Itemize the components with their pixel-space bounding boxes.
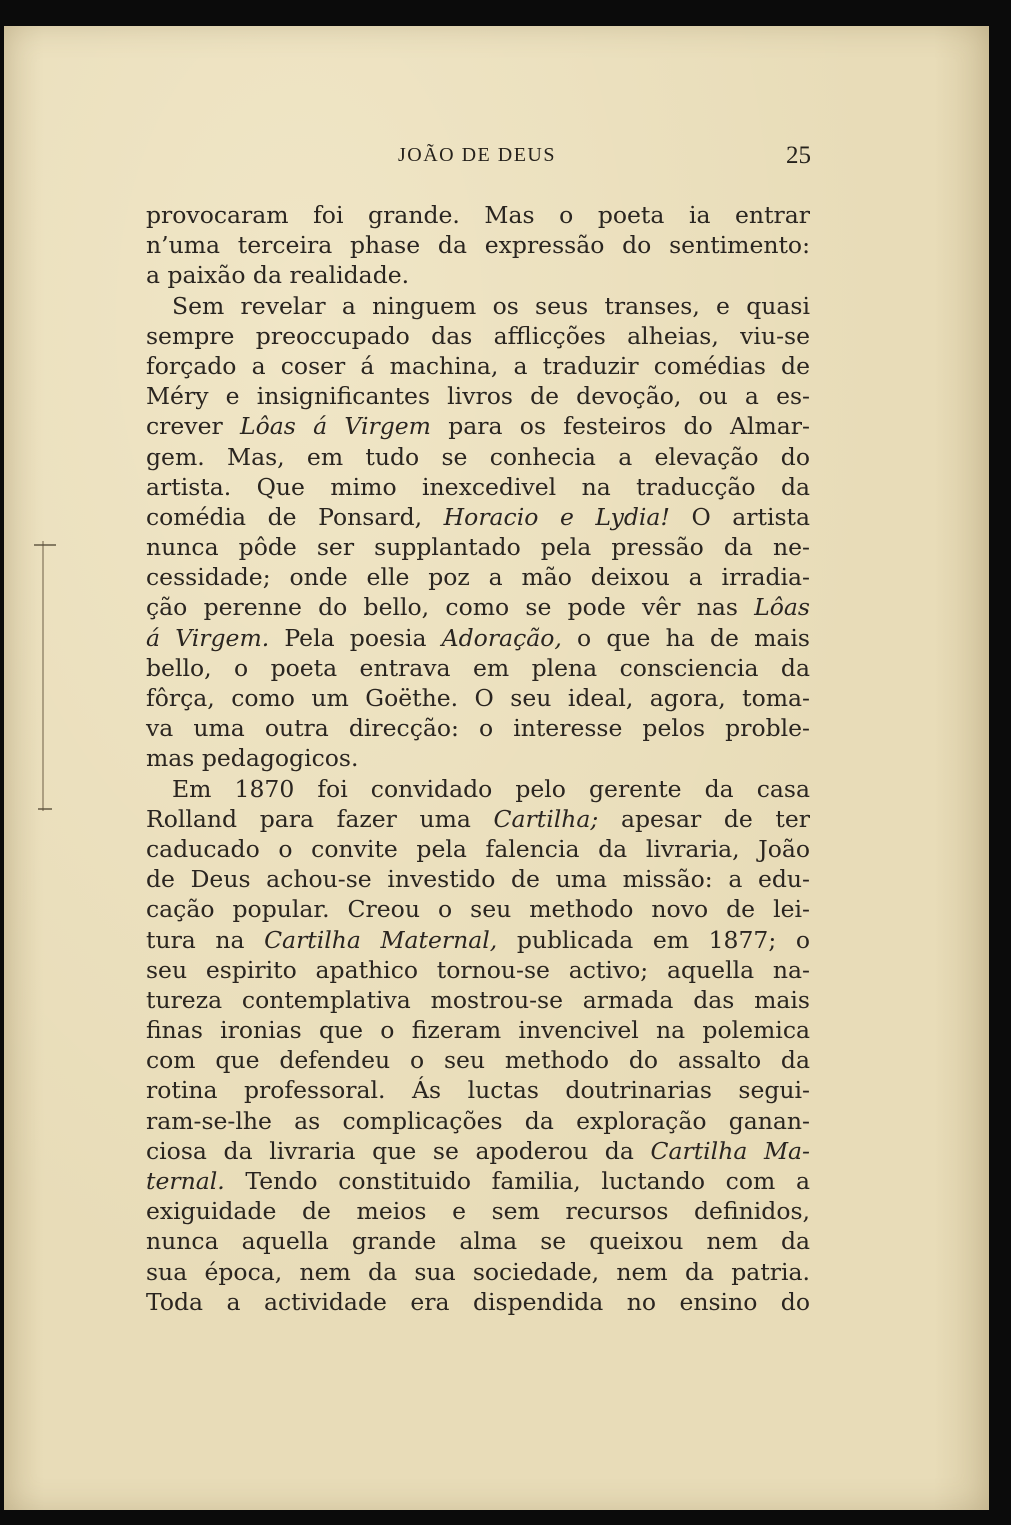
binding-tick bbox=[34, 544, 56, 546]
text-line: Em 1870 foi convidado pelo gerente da casa bbox=[172, 774, 810, 803]
text-line: provocaram foi grande. Mas o poeta ia entrar bbox=[146, 201, 810, 229]
text-line: sua época, nem da sua sociedade, nem da patria. bbox=[146, 1257, 810, 1286]
italic-title: Cartilha Maternal, bbox=[264, 925, 498, 954]
text-line: exiguidade de meios e sem recursos definidos, bbox=[146, 1197, 810, 1226]
text-line: ternal. Tendo constituido familia, luctando com a bbox=[146, 1167, 810, 1195]
text-line: mas pedagogicos. bbox=[146, 744, 359, 773]
page-number: 25 bbox=[786, 142, 811, 169]
text-line: fôrça, como um Goëthe. O seu ideal, agora, toma- bbox=[146, 684, 810, 712]
text-line: ram-se-lhe as complicações da exploração ganan- bbox=[146, 1106, 810, 1135]
running-head-title: JOÃO DE DEUS bbox=[398, 144, 556, 166]
text-line: com que defendeu o seu methodo do assalto da bbox=[146, 1046, 810, 1075]
text-line: Toda a actividade era dispendida no ensino do bbox=[146, 1287, 810, 1316]
italic-title: ternal. bbox=[146, 1167, 225, 1195]
text-line: Rolland para fazer uma Cartilha; apesar de ter bbox=[146, 804, 810, 833]
body-text bbox=[146, 200, 810, 1317]
text-line: bello, o poeta entrava em plena consciencia da bbox=[146, 653, 810, 682]
text-line: cação popular. Creou o seu methodo novo de lei- bbox=[146, 895, 810, 924]
text-line: va uma outra direcção: o interesse pelos proble- bbox=[146, 714, 810, 743]
text-line: caducado o convite pela falencia da livraria, João bbox=[146, 834, 810, 863]
text-line: de Deus achou-se investido de uma missão: a edu- bbox=[146, 865, 810, 894]
text-line: tureza contemplativa mostrou-se armada das mais bbox=[146, 985, 810, 1014]
text-line: cessidade; onde elle poz a mão deixou a irradia- bbox=[146, 563, 810, 592]
text-line: a paixão da realidade. bbox=[146, 261, 410, 290]
italic-title: Horacio e Lydia! bbox=[443, 502, 670, 531]
text-line: sempre preoccupado das afflicções alheias, viu-se bbox=[146, 321, 810, 350]
text-line: ção perenne do bello, como se pode vêr nas Lôas bbox=[146, 593, 810, 622]
text-line: finas ironias que o fizeram invencivel na polemica bbox=[146, 1016, 810, 1045]
binding-mark bbox=[42, 541, 50, 811]
text-line: rotina professoral. Ás luctas doutrinarias segui- bbox=[146, 1076, 810, 1105]
binding-tick bbox=[38, 808, 52, 810]
text-line: n’uma terceira phase da expressão do sentimento: bbox=[146, 231, 810, 260]
text-line: á Virgem. Pela poesia Adoração, o que ha de mais bbox=[146, 623, 810, 652]
italic-title: Lôas bbox=[754, 593, 810, 622]
text-line: crever Lôas á Virgem para os festeiros do Almar- bbox=[146, 412, 810, 441]
text-line: artista. Que mimo inexcedivel na traducção da bbox=[146, 472, 810, 501]
italic-title: Cartilha; bbox=[493, 804, 599, 833]
text-line: nunca aquella grande alma se queixou nem da bbox=[146, 1227, 810, 1256]
italic-title: Adoração, bbox=[441, 623, 562, 652]
text-line: Méry e insignificantes livros de devoção, ou a es- bbox=[146, 382, 810, 411]
italic-title: Lôas á Virgem bbox=[240, 412, 431, 441]
text-line: tura na Cartilha Maternal, publicada em 1877; o bbox=[146, 925, 810, 954]
text-line: Sem revelar a ninguem os seus transes, e quasi bbox=[172, 291, 810, 320]
text-line: comédia de Ponsard, Horacio e Lydia! O artista bbox=[146, 502, 811, 531]
italic-title: Cartilha Ma- bbox=[650, 1136, 810, 1165]
text-line: seu espirito apathico tornou-se activo; aquella na- bbox=[146, 955, 810, 984]
text-line: gem. Mas, em tudo se conhecia a elevação do bbox=[146, 442, 810, 471]
text-line: forçado a coser á machina, a traduzir comédias de bbox=[146, 351, 810, 380]
text-line: nunca pôde ser supplantado pela pressão da ne- bbox=[146, 533, 810, 562]
text-line: ciosa da livraria que se apoderou da Cartilha Ma- bbox=[146, 1136, 810, 1165]
italic-title: á Virgem. bbox=[146, 623, 270, 652]
